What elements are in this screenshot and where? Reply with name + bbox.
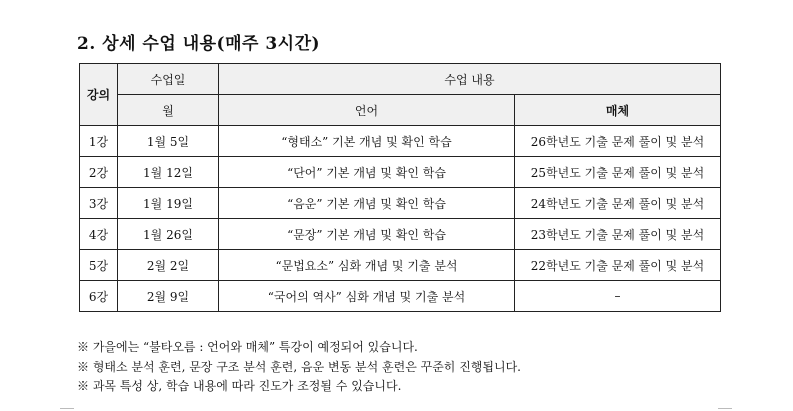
header-lecture: 강의 [80, 64, 118, 126]
table-header-row [80, 64, 721, 95]
lecture-schedule-table [79, 63, 721, 312]
lecture-number: 5강 [80, 250, 118, 281]
lecture-number: 3강 [80, 188, 118, 219]
lecture-date: 2월 9일 [118, 281, 219, 312]
table-row [80, 281, 721, 312]
note-item: ※ 형태소 분석 훈련, 문장 구조 분석 훈련, 음운 변동 분석 훈련은 꾸준히 진행됩니다. [77, 359, 521, 374]
language-content: “문장” 기본 개념 및 확인 학습 [219, 219, 515, 250]
page-corner-mark-left [60, 408, 74, 409]
notes-section [77, 338, 521, 397]
lecture-number: 4강 [80, 219, 118, 250]
media-content: – [515, 281, 721, 312]
note-item: ※ 과목 특성 상, 학습 내용에 따라 진도가 조정될 수 있습니다. [77, 379, 402, 393]
header-content: 수업 내용 [219, 64, 721, 95]
table-subheader-row [80, 95, 721, 126]
page-corner-mark-right [718, 408, 732, 409]
note-item: ※ 가을에는 “불타오름 : 언어와 매체” 특강이 예정되어 있습니다. [77, 340, 418, 354]
header-media: 매체 [515, 95, 721, 126]
language-content: “문법요소” 심화 개념 및 기출 분석 [219, 250, 515, 281]
media-content: 23학년도 기출 문제 풀이 및 분석 [515, 219, 721, 250]
lecture-number: 2강 [80, 157, 118, 188]
lecture-date: 1월 5일 [118, 126, 219, 157]
table-row [80, 219, 721, 250]
header-language: 언어 [219, 95, 515, 126]
language-content: “국어의 역사” 심화 개념 및 기출 분석 [219, 281, 515, 312]
header-class-date: 수업일 [118, 64, 219, 95]
lecture-date: 1월 26일 [118, 219, 219, 250]
language-content: “음운” 기본 개념 및 확인 학습 [219, 188, 515, 219]
lecture-number: 1강 [80, 126, 118, 157]
lecture-date: 2월 2일 [118, 250, 219, 281]
table-row [80, 188, 721, 219]
media-content: 24학년도 기출 문제 풀이 및 분석 [515, 188, 721, 219]
lecture-date: 1월 19일 [118, 188, 219, 219]
table-row [80, 250, 721, 281]
language-content: “단어” 기본 개념 및 확인 학습 [219, 157, 515, 188]
media-content: 25학년도 기출 문제 풀이 및 분석 [515, 157, 721, 188]
media-content: 22학년도 기출 문제 풀이 및 분석 [515, 250, 721, 281]
lecture-date: 1월 12일 [118, 157, 219, 188]
header-weekday: 월 [118, 95, 219, 126]
table-row [80, 126, 721, 157]
table-row [80, 157, 721, 188]
language-content: “형태소” 기본 개념 및 확인 학습 [219, 126, 515, 157]
section-title: 2. 상세 수업 내용(매주 3시간) [77, 34, 321, 54]
media-content: 26학년도 기출 문제 풀이 및 분석 [515, 126, 721, 157]
lecture-number: 6강 [80, 281, 118, 312]
